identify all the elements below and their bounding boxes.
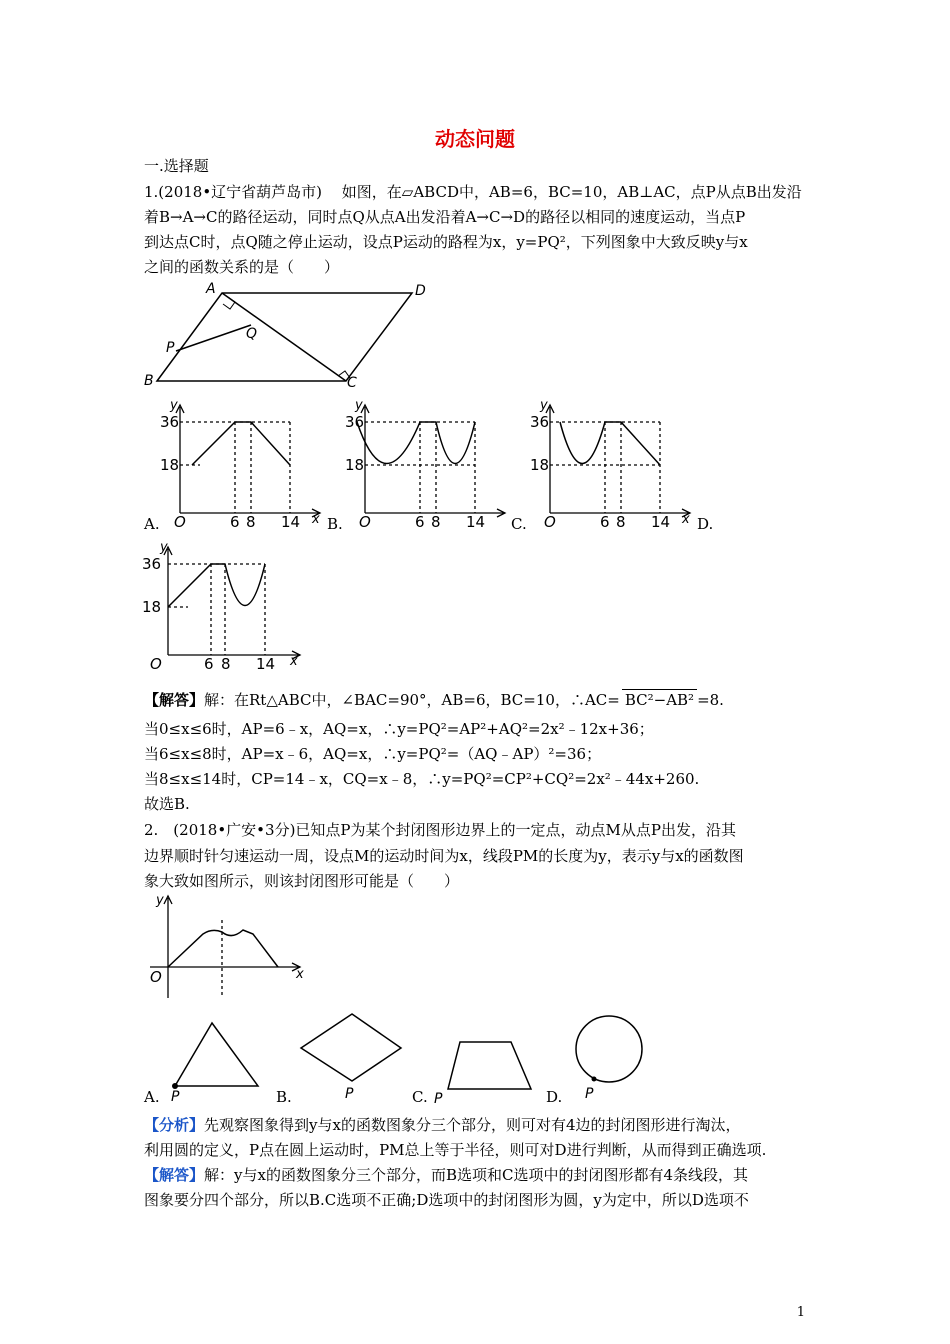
- y-axis-label: y: [355, 398, 363, 413]
- vertex-b-label: B: [144, 373, 154, 389]
- q2-shape-circle: [565, 1012, 655, 1104]
- y-axis-label: y: [170, 398, 178, 413]
- analysis-text: 先观察图象得到y与x的函数图象分三个部分，则可对有4边的封闭图形进行淘汰，: [204, 1116, 741, 1134]
- tick-label-8: 8: [246, 513, 256, 531]
- tick-label-36: 36: [142, 555, 162, 573]
- tick-label-36: 36: [345, 413, 365, 431]
- tick-label-6: 6: [600, 513, 610, 531]
- q1-graph-d: [140, 537, 320, 677]
- x-axis-label: x: [682, 512, 690, 527]
- tick-label-6: 6: [204, 655, 214, 673]
- y-axis-label: y: [160, 540, 168, 555]
- sqrt-radicand: BC²−AB²: [622, 689, 697, 710]
- origin-label: O: [359, 513, 371, 531]
- q1-graph-a: [160, 395, 340, 535]
- point-p-label: P: [434, 1091, 443, 1105]
- q2-shape-rhombus: [295, 1008, 415, 1104]
- q1-text-line: 之间的函数关系的是（ ）: [144, 258, 340, 276]
- page-number: 1: [796, 1305, 805, 1320]
- tick-label-18: 18: [530, 456, 550, 474]
- tick-label-8: 8: [431, 513, 441, 531]
- parallelogram-figure: [140, 275, 440, 395]
- q1-graph-b: [345, 395, 525, 535]
- tick-label-14: 14: [466, 513, 486, 531]
- tick-label-18: 18: [345, 456, 365, 474]
- q1-solution-line: 当0≤x≤6时，AP=6﹣x，AQ=x，∴y=PQ²=AP²+AQ²=2x²﹣12x+36；: [144, 720, 654, 738]
- tick-label-18: 18: [160, 456, 180, 474]
- q1-solution-line: 当6≤x≤8时，AP=x﹣6，AQ=x，∴y=PQ²=（AQ﹣AP）²=36；: [144, 745, 602, 763]
- section-heading: 一.选择题: [144, 157, 209, 175]
- tick-label-6: 6: [230, 513, 240, 531]
- q2-text-line: 2. (2018•广安•3分)已知点P为某个封闭图形边界上的一定点，动点M从点P出发，沿其: [144, 821, 736, 839]
- option-b-label: B.: [327, 515, 343, 533]
- q1-text-line: 到达点C时，点Q随之停止运动，设点P运动的路程为x，y=PQ²，下列图象中大致反映y与x: [144, 233, 748, 251]
- q1-solution-line: 故选B.: [144, 795, 190, 813]
- analysis-label: 【分析】: [144, 1116, 205, 1134]
- q2-text-line: 边界顺时针匀速运动一周，设点M的运动时间为x，线段PM的长度为y，表示y与x的函数图: [144, 847, 744, 865]
- origin-label: O: [544, 513, 556, 531]
- q2-answer-line: [144, 1165, 748, 1185]
- q2-text-line: 象大致如图所示，则该封闭图形可能是（ ）: [144, 872, 460, 890]
- tick-label-6: 6: [415, 513, 425, 531]
- q1-solution-line: 当8≤x≤14时，CP=14﹣x，CQ=x﹣8，∴y=PQ²=CP²+CQ²=2x²﹣44x+260.: [144, 770, 700, 788]
- y-axis-label: y: [540, 398, 548, 413]
- point-q-label: Q: [246, 326, 258, 342]
- point-p-label: P: [585, 1086, 594, 1102]
- tick-label-8: 8: [221, 655, 231, 673]
- tick-label-36: 36: [160, 413, 180, 431]
- page-title: 动态问题: [435, 127, 515, 151]
- vertex-d-label: D: [415, 283, 426, 299]
- vertex-a-label: A: [206, 281, 216, 297]
- origin-label: O: [150, 655, 162, 673]
- origin-label: O: [174, 513, 186, 531]
- option-a-label: A.: [144, 1088, 160, 1106]
- q2-answer-line: 图象要分四个部分，所以B.C选项不正确;D选项中的封闭图形为圆，y为定中，所以D选项不: [144, 1191, 749, 1209]
- tick-label-14: 14: [256, 655, 276, 673]
- q1-text-line: 1.(2018•辽宁省葫芦岛市) 如图，在▱ABCD中，AB=6，BC=10，AB⊥AC，点P从点B出发沿: [144, 183, 802, 201]
- point-p-label: P: [171, 1089, 180, 1104]
- answer-text: 解：y与x的函数图象分三个部分，而B选项和C选项中的封闭图形都有4条线段，其: [204, 1166, 748, 1184]
- q1-graph-c: [530, 395, 710, 535]
- option-c-label: C.: [412, 1088, 428, 1106]
- option-b-label: B.: [276, 1088, 292, 1106]
- vertex-c-label: C: [347, 375, 357, 391]
- q2-analysis-line: 利用圆的定义，P点在圆上运动时，PM总上等于半径，则可对D进行判断，从而得到正确选项.: [144, 1141, 767, 1159]
- y-axis-label: y: [156, 893, 164, 908]
- tick-label-36: 36: [530, 413, 550, 431]
- q1-text-line: 着B→A→C的路径运动，同时点Q从点A出发沿着A→C→D的路径以相同的速度运动，当点P: [144, 208, 746, 226]
- solution-text: =8.: [697, 691, 724, 709]
- tick-label-14: 14: [281, 513, 301, 531]
- point-p-label: P: [166, 340, 175, 356]
- q2-shape-triangle: [165, 1018, 265, 1104]
- x-axis-label: x: [312, 512, 320, 527]
- tick-label-14: 14: [651, 513, 671, 531]
- point-p-label: P: [345, 1086, 354, 1102]
- x-axis-label: x: [296, 967, 304, 982]
- option-a-label: A.: [144, 515, 160, 533]
- origin-label: O: [150, 968, 162, 986]
- tick-label-18: 18: [142, 598, 162, 616]
- option-c-label: C.: [511, 515, 527, 533]
- option-d-label: D.: [697, 515, 714, 533]
- x-axis-label: x: [290, 654, 298, 669]
- answer-label: 【解答】: [144, 1166, 205, 1184]
- tick-label-8: 8: [616, 513, 626, 531]
- solution-label: 【解答】: [144, 691, 205, 709]
- solution-text: 解：在Rt△ABC中，∠BAC=90°，AB=6，BC=10，∴AC=: [204, 691, 620, 709]
- q2-function-graph: [140, 890, 315, 1002]
- q1-solution-line: [144, 689, 724, 710]
- q2-analysis-line: [144, 1115, 741, 1135]
- option-d-label: D.: [546, 1088, 563, 1106]
- q2-shape-trapezoid: [428, 1035, 548, 1105]
